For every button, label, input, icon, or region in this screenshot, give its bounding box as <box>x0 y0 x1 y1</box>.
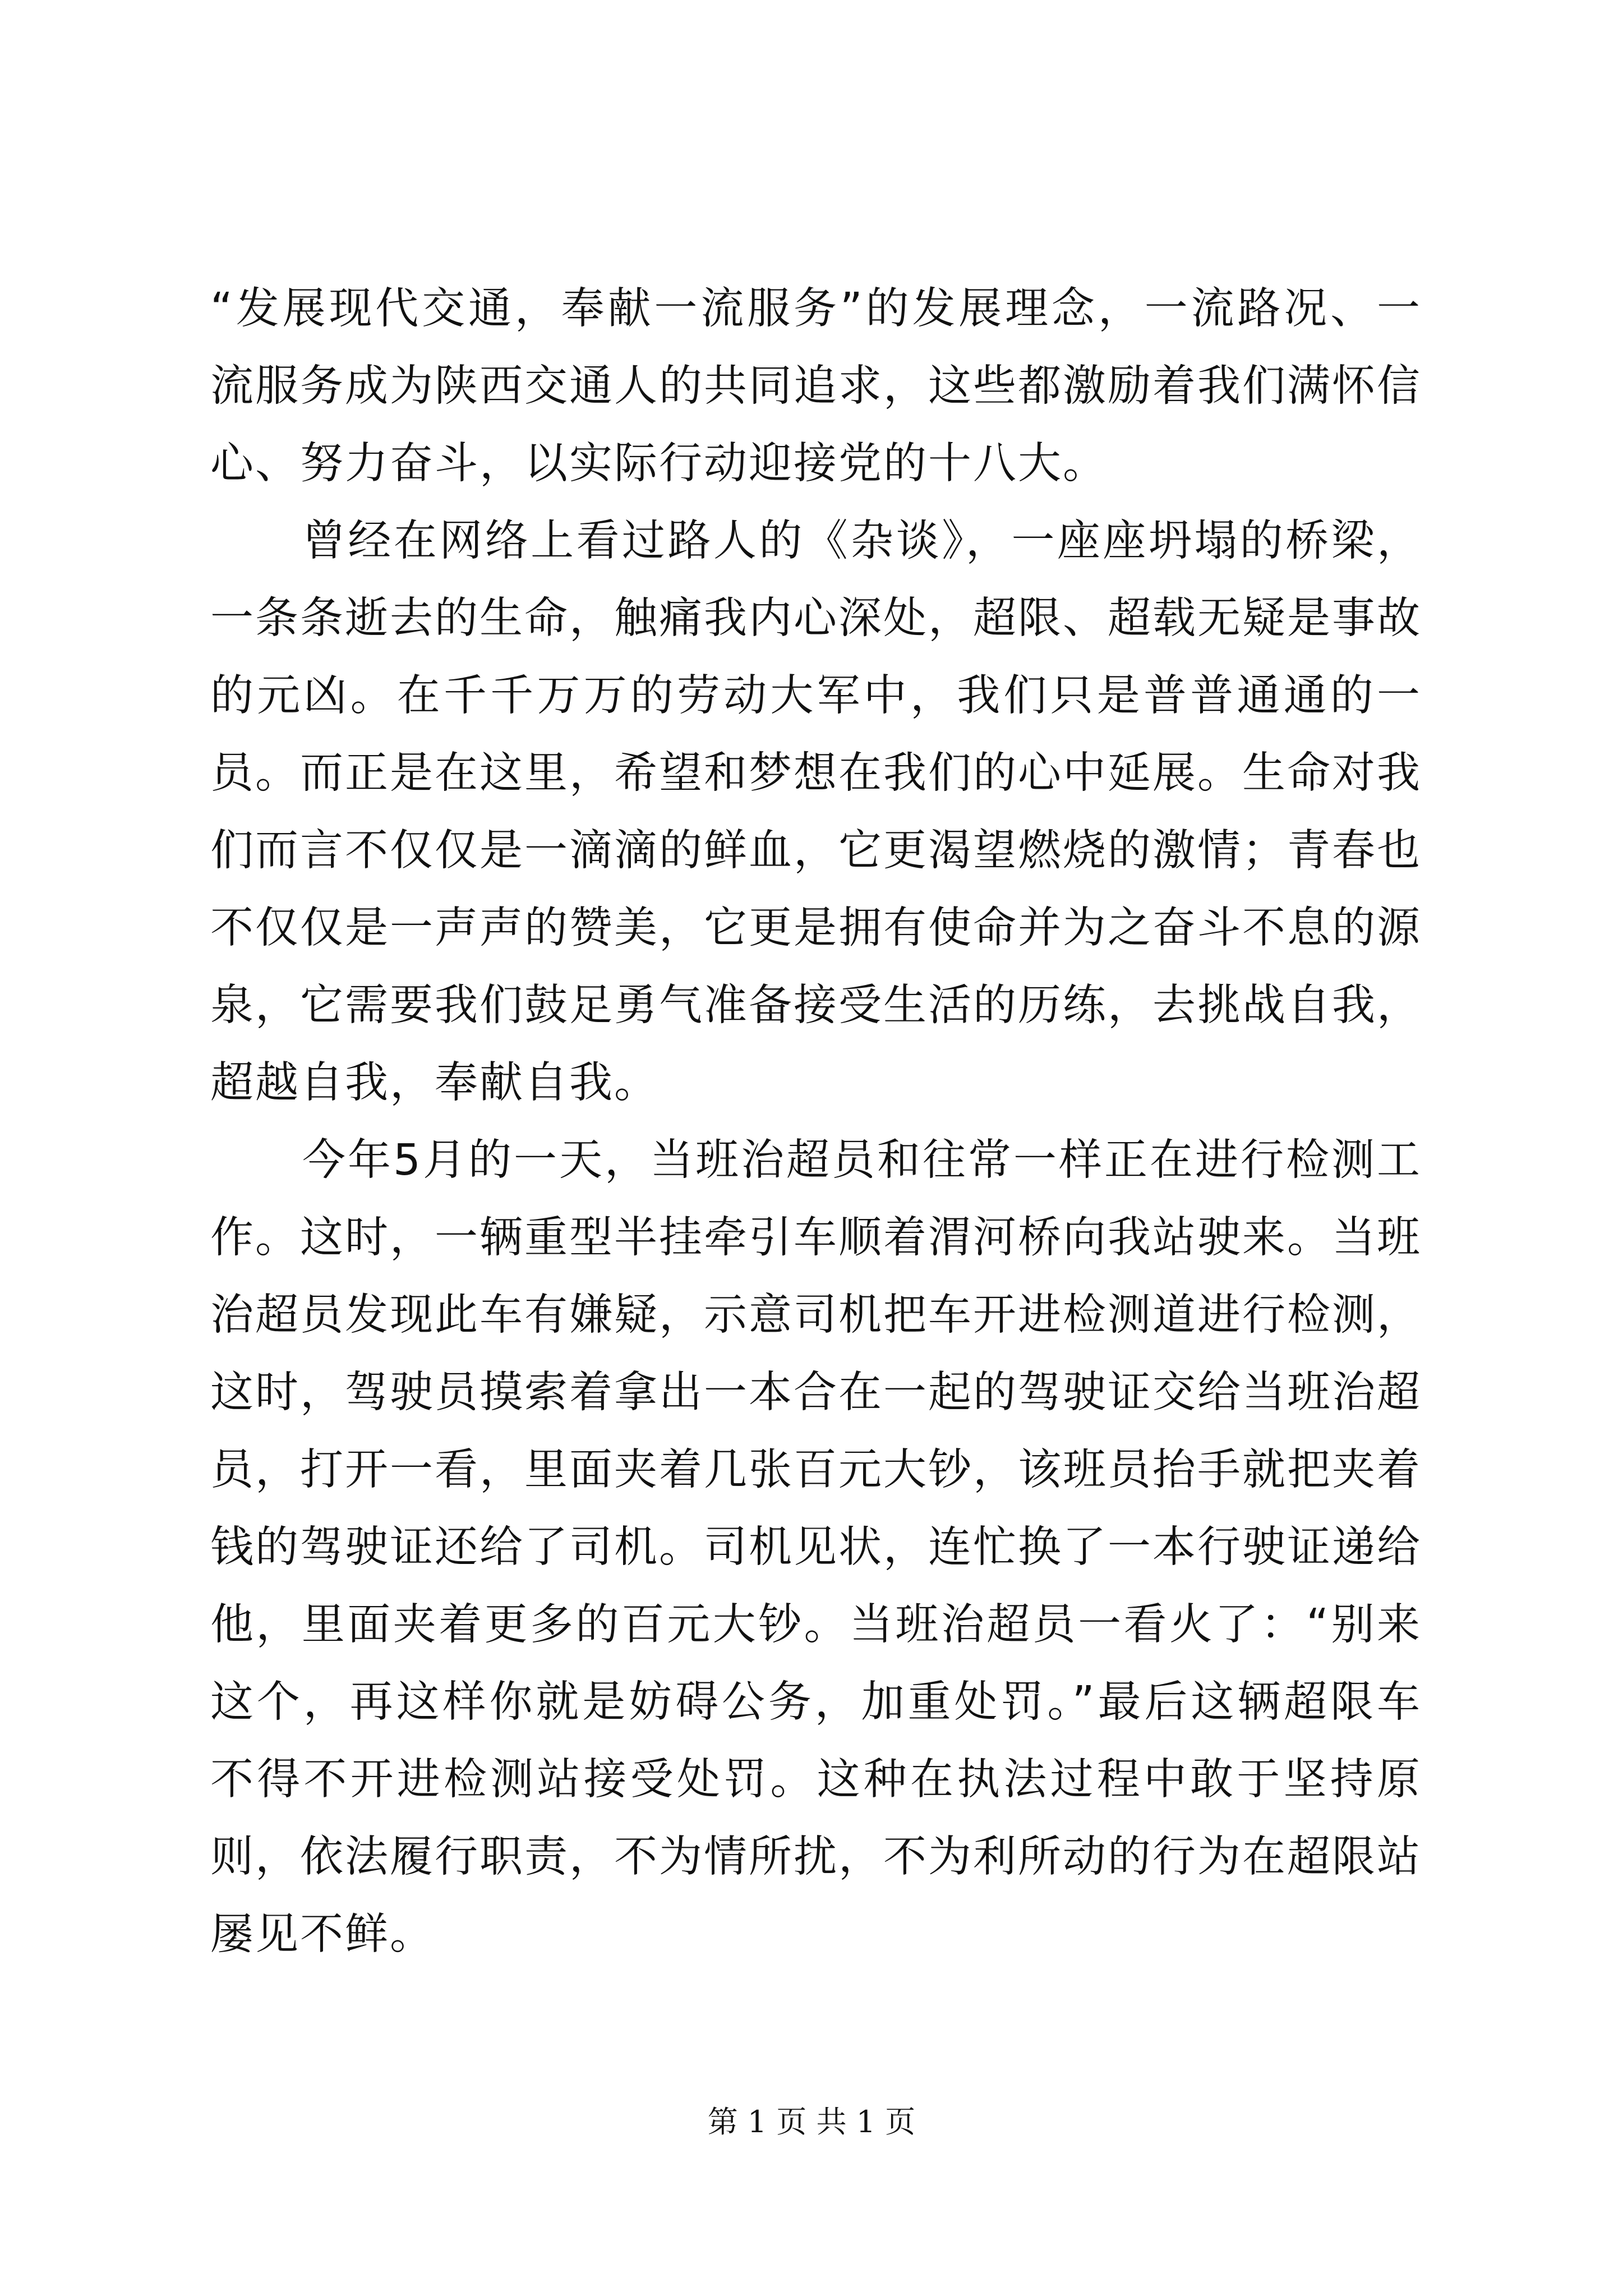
paragraph-2: 曾经在网络上看过路人的《杂谈》，一座座坍塌的桥梁，一条条逝去的生命，触痛我内心深处，超限、超载无疑是事故的元凶。在千千万万的劳动大军中，我们只是普普通通的一员。而正是在这里，希望和梦想在我们的心中延展。生命对我们而言不仅仅是一滴滴的鲜血，它更渴望燃烧的激情；青春也不仅仅是一声声的赞美，它更是拥有使命并为之奋斗不息的源泉，它需要我们鼓足勇气准备接受生活的历练，去挑战自我，超越自我，奉献自我。 <box>210 516 1422 1108</box>
paragraph-3: 今年5月的一天，当班治超员和往常一样正在进行检测工作。这时，一辆重型半挂牵引车顺着渭河桥向我站驶来。当班治超员发现此车有嫌疑，示意司机把车开进检测道进行检测，这时，驾驶员摸索着拿出一本合在一起的驾驶证交给当班治超员，打开一看，里面夹着几张百元大钞，该班员抬手就把夹着钱的驾驶证还给了司机。司机见状，连忙换了一本行驶证递给他，里面夹着更多的百元大钞。当班治超员一看火了：“别来这个，再这样你就是妨碍公务，加重处罚。”最后这辆超限车不得不开进检测站接受处罚。这种在执法过程中敢于坚持原则，依法履行职责，不为情所扰，不为利所动的行为在超限站屡见不鲜。 <box>210 1135 1422 1959</box>
page-footer: 第 1 页 共 1 页 <box>707 2104 916 2139</box>
paragraph-1: “发展现代交通，奉献一流服务”的发展理念，一流路况、一流服务成为陕西交通人的共同追求，这些都激励着我们满怀信心、努力奋斗，以实际行动迎接党的十八大。 <box>210 284 1422 489</box>
document-body <box>210 270 1422 1973</box>
